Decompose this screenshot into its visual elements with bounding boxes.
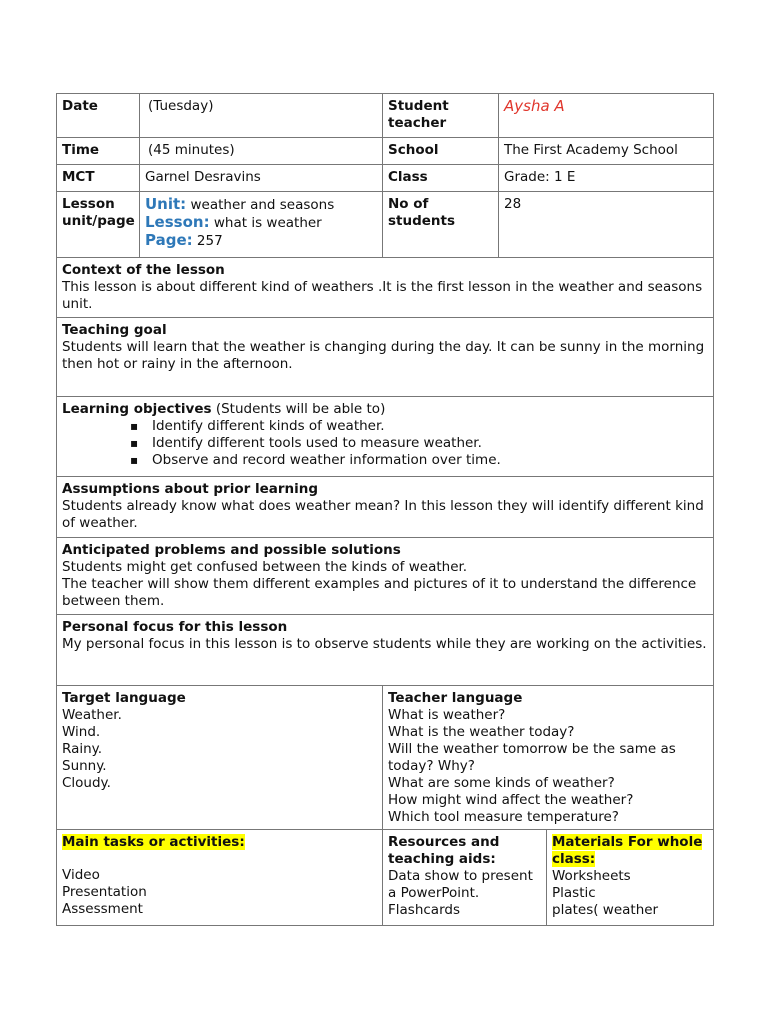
materials-cell [547,830,714,926]
teacher-language-title: Teacher language [388,690,523,706]
class-label: Class [383,165,499,192]
anticipated-title: Anticipated problems and possible solutions [62,542,401,558]
main-task-item: Assessment [62,901,143,917]
objective-item: ▪ Identify different tools used to measure weather. [152,435,708,452]
target-language-item: Wind. [62,724,101,740]
date-value: (Tuesday) [140,94,383,138]
row-context [57,258,714,318]
main-tasks-title: Main tasks or activities: [62,834,245,850]
row-time [57,138,714,165]
teacher-language-cell [383,686,714,830]
teacher-language-item: How might wind affect the weather? [388,792,634,808]
main-task-item: Presentation [62,884,147,900]
teaching-goal-text: Students will learn that the weather is changing during the day. It can be sunny in the morning then hot or rainy in the afternoon. [62,339,705,372]
anticipated-line: The teacher will show them different examples and pictures of it to understand the difference between them. [62,576,697,609]
lesson-unit-label: Lesson unit/page [57,192,140,258]
teacher-language-item: What is weather? [388,707,506,723]
objectives-list [62,418,708,469]
student-teacher-cell [499,94,714,138]
unit-value: weather and seasons [190,197,335,213]
anticipated-line: Students might get confused between the kinds of weather. [62,559,468,575]
teacher-language-item: Which tool measure temperature? [388,809,619,825]
main-tasks-cell [57,830,383,926]
personal-focus-cell [57,615,714,686]
materials-item: plates( weather [552,902,659,918]
row-personal-focus [57,615,714,686]
student-teacher-label: Student teacher [383,94,499,138]
anticipated-cell [57,538,714,615]
student-teacher-value: Aysha A [504,97,565,115]
school-label: School [383,138,499,165]
context-cell [57,258,714,318]
target-language-cell [57,686,383,830]
lesson-unit-cell [140,192,383,258]
learning-objectives-title: Learning objectives [62,401,212,417]
date-label: Date [57,94,140,138]
row-tasks [57,830,714,926]
target-language-item: Weather. [62,707,122,723]
row-assumptions [57,477,714,538]
row-lesson-unit [57,192,714,258]
page-value: 257 [196,233,223,249]
resources-cell [383,830,547,926]
time-label: Time [57,138,140,165]
resources-title: Resources and teaching aids: [388,834,500,867]
target-language-item: Sunny. [62,758,107,774]
assumptions-title: Assumptions about prior learning [62,481,319,497]
context-text: This lesson is about different kind of weathers .It is the first lesson in the weather and seasons unit. [62,279,703,312]
assumptions-text: Students already know what does weather mean? In this lesson they will identify different kind of weather. [62,498,704,531]
row-mct [57,165,714,192]
target-language-item: Cloudy. [62,775,111,791]
unit-key: Unit: [145,195,187,213]
learning-objectives-subtitle: (Students will be able to) [215,401,386,417]
main-task-item: Video [62,867,100,883]
target-language-title: Target language [62,690,186,706]
objective-item: ▪ Observe and record weather information over time. [152,452,708,469]
assumptions-cell [57,477,714,538]
class-value: Grade: 1 E [499,165,714,192]
objective-item: ▪ Identify different kinds of weather. [152,418,708,435]
teaching-goal-title: Teaching goal [62,322,167,338]
personal-focus-text: My personal focus in this lesson is to observe students while they are working on the activities. [62,636,707,652]
row-language [57,686,714,830]
no-students-value: 28 [499,192,714,258]
teacher-language-item: What are some kinds of weather? [388,775,615,791]
resources-item: Data show to present a PowerPoint. [388,868,533,901]
page-key: Page: [145,231,193,249]
school-value: The First Academy School [499,138,714,165]
materials-item: Plastic [552,885,596,901]
lesson-key: Lesson: [145,213,210,231]
time-value: (45 minutes) [140,138,383,165]
resources-item: Flashcards [388,902,460,918]
target-language-item: Rainy. [62,741,103,757]
teaching-goal-cell [57,318,714,397]
lesson-plan-table [56,93,714,926]
row-date [57,94,714,138]
teacher-language-item: What is the weather today? [388,724,575,740]
no-students-label: No of students [383,192,499,258]
row-anticipated [57,538,714,615]
mct-label: MCT [57,165,140,192]
learning-objectives-cell [57,397,714,477]
context-title: Context of the lesson [62,262,225,278]
row-learning-objectives [57,397,714,477]
mct-value: Garnel Desravins [140,165,383,192]
materials-item: Worksheets [552,868,631,884]
personal-focus-title: Personal focus for this lesson [62,619,288,635]
materials-title: Materials For whole class: [552,834,703,867]
row-teaching-goal [57,318,714,397]
lesson-value: what is weather [213,215,322,231]
teacher-language-item: Will the weather tomorrow be the same as today? Why? [388,741,676,774]
